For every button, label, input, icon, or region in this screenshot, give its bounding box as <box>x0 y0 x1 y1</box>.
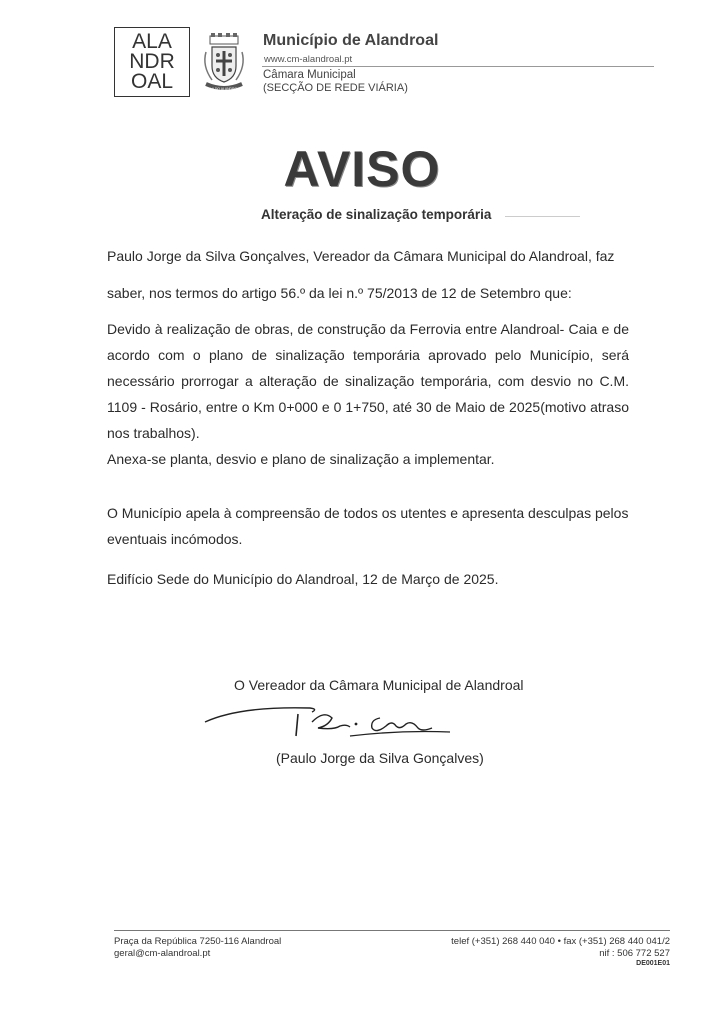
paragraph-intro-1: Paulo Jorge da Silva Gonçalves, Vereador da Câmara Municipal do Alandroal, faz <box>107 248 615 264</box>
logo-line-2: NDR <box>129 50 175 73</box>
footer-nif: nif : 506 772 527 <box>599 948 670 959</box>
logo-line-3: OAL <box>130 70 174 93</box>
paragraph-apology: O Município apela à compreensão de todos os utentes e apresenta desculpas pelos eventuais incómodos. <box>107 505 629 547</box>
notice-heading: AVISO <box>283 141 441 197</box>
header-divider <box>262 66 654 67</box>
municipality-title: Município de Alandroal <box>263 32 439 49</box>
website-url: www.cm-alandroal.pt <box>264 54 353 65</box>
handwritten-signature <box>200 700 480 750</box>
municipality-logo <box>114 27 190 97</box>
footer-address: Praça da República 7250-116 Alandroal <box>114 936 282 947</box>
footer-document-code: DE001E01 <box>636 960 670 967</box>
paragraph-place-date: Edifício Sede do Município do Alandroal, 12 de Março de 2025. <box>107 571 499 587</box>
section-name: (SECÇÃO DE REDE VIÁRIA) <box>263 82 408 94</box>
paragraph-intro-2: saber, nos termos do artigo 56.º da lei n.º 75/2013 de 12 de Setembro que: <box>107 285 572 301</box>
footer-email: geral@cm-alandroal.pt <box>114 948 211 959</box>
paragraph-annex: Anexa-se planta, desvio e plano de sinalização a implementar. <box>107 451 495 467</box>
subtitle-divider <box>505 216 580 217</box>
crest-text: VILA DO ALANDROAL <box>206 87 242 91</box>
logo-line-1: ALA <box>132 30 172 53</box>
footer-phone: telef (+351) 268 440 040 • fax (+351) 268 440 041/2 <box>451 936 670 947</box>
signatory-name: (Paulo Jorge da Silva Gonçalves) <box>276 750 484 766</box>
footer-divider <box>114 930 670 931</box>
paragraph-body: Devido à realização de obras, de construção da Ferrovia entre Alandroal- Caia e de acordo com o plano de sinalização temporária aprovado pelo Município, será necessário prorrogar a alteração de sinalização temporária, com desvio no C.M. 1109 - Rosário, entre o Km 0+000 e 0 1+750, até 30 de Maio de 2025(motivo atraso nos trabalhos). <box>107 321 629 441</box>
signatory-title: O Vereador da Câmara Municipal de Alandroal <box>234 677 524 693</box>
department-name: Câmara Municipal <box>263 69 356 81</box>
notice-subtitle: Alteração de sinalização temporária <box>261 207 492 222</box>
coat-of-arms-icon <box>198 32 250 98</box>
